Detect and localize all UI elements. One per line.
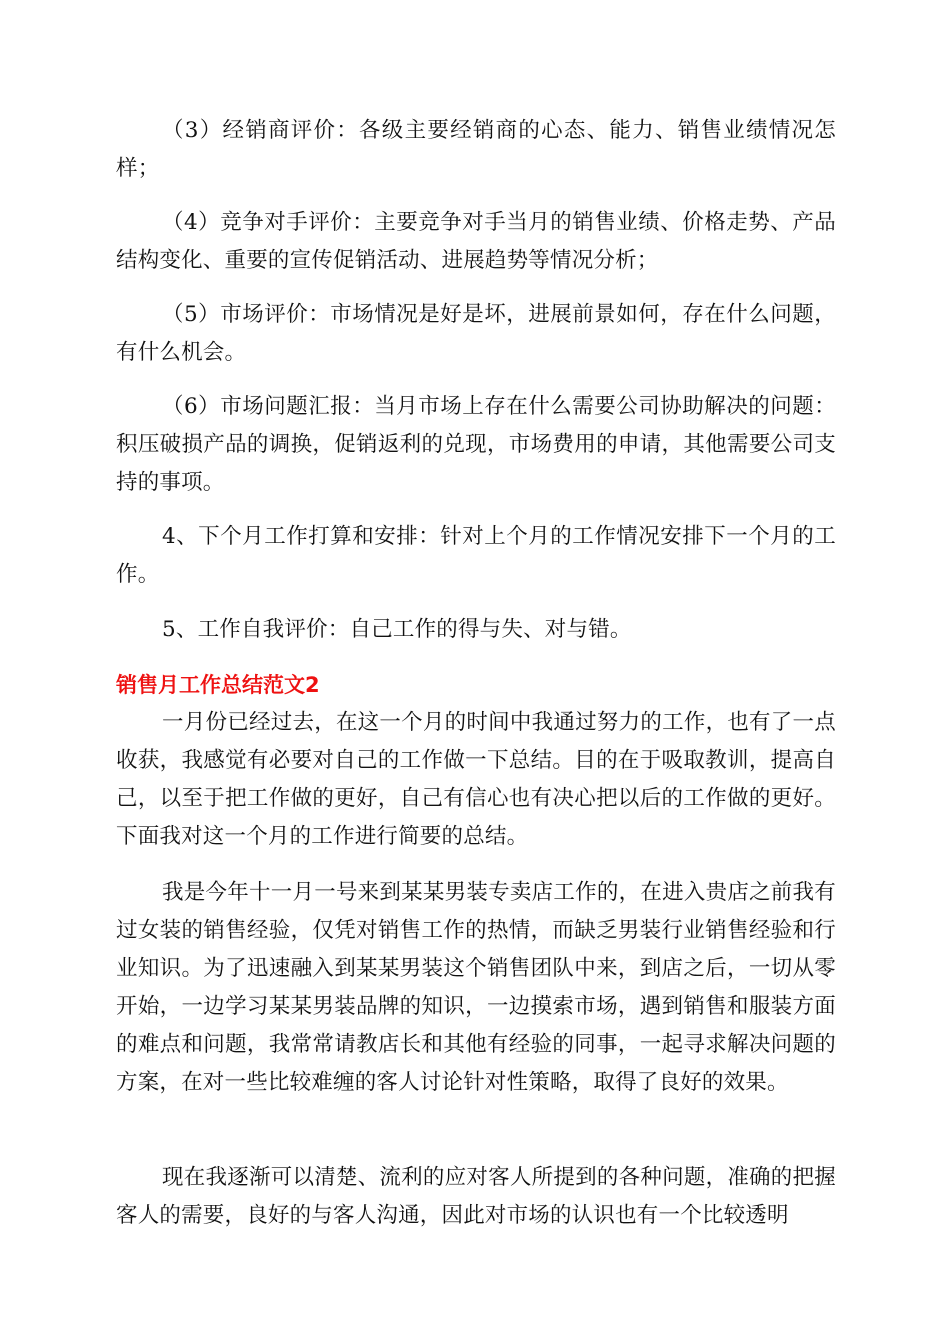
paragraph-text: （3）经销商评价：各级主要经销商的心态、能力、销售业绩情况怎样； [116,118,836,181]
paragraph-text: 4、下个月工作打算和安排：针对上个月的工作情况安排下一个月的工作。 [116,524,836,587]
paragraph-next-month-plan [116,518,836,594]
paragraph-self-evaluation [116,611,836,649]
paragraph-text: 我是今年十一月一号来到某某男装专卖店工作的，在进入贵店之前我有过女装的销售经验，仅凭对销售工作的热情，而缺乏男装行业销售经验和行业知识。为了迅速融入到某某男装这个销售团队中来，到店之后，一切从零开始，一边学习某某男装品牌的知识，一边摸索市场，遇到销售和服装方面的难点和问题，我常常请教店长和其他有经验的同事，一起寻求解决问题的方案，在对一些比较难缠的客人讨论针对性策略，取得了良好的效果。 [116,880,836,1095]
paragraph-market-evaluation [116,296,836,372]
paragraph-text: 5、工作自我评价：自己工作的得与失、对与错。 [162,617,632,642]
paragraph-dealer-evaluation [116,112,836,188]
paragraph-text: （6）市场问题汇报：当月市场上存在什么需要公司协助解决的问题：积压破损产品的调换，促销返利的兑现，市场费用的申请，其他需要公司支持的事项。 [116,394,836,495]
paragraph-work-experience [116,874,836,1102]
paragraph-market-issues-report [116,388,836,502]
paragraph-text: （4）竞争对手评价：主要竞争对手当月的销售业绩、价格走势、产品结构变化、重要的宣传促销活动、进展趋势等情况分析； [116,210,836,273]
paragraph-text: （5）市场评价：市场情况是好是坏，进展前景如何，存在什么问题，有什么机会。 [116,302,836,365]
paragraph-text: 一月份已经过去，在这一个月的时间中我通过努力的工作，也有了一点收获，我感觉有必要对自己的工作做一下总结。目的在于吸取教训，提高自己，以至于把工作做的更好，自己有信心也有决心把以后的工作做的更好。下面我对这一个月的工作进行简要的总结。 [116,710,836,849]
paragraph-competitor-evaluation [116,204,836,280]
paragraph-text: 现在我逐渐可以清楚、流利的应对客人所提到的各种问题，准确的把握客人的需要，良好的与客人沟通，因此对市场的认识也有一个比较透明 [116,1165,836,1228]
section-heading: 销售月工作总结范文2 [116,673,320,697]
paragraph-current-progress [116,1159,836,1235]
paragraph-intro-summary [116,704,836,856]
